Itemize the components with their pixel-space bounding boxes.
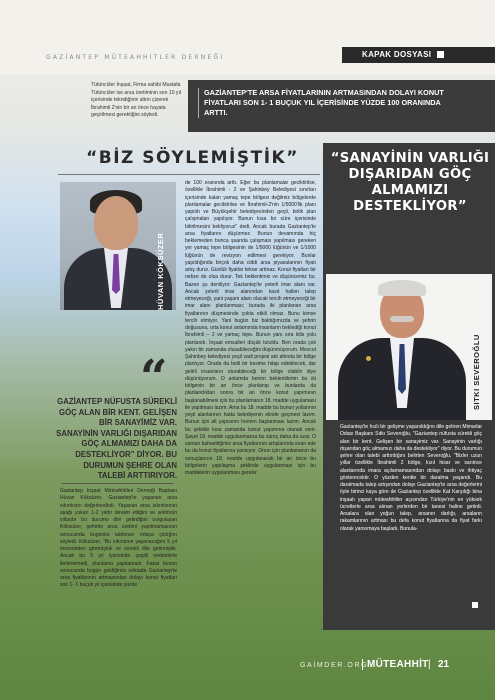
- quote-divider: [62, 483, 174, 484]
- person2-name: SITKI SEVEROĞLU: [472, 334, 481, 410]
- headline-divider: [58, 174, 320, 175]
- association-name: GAZİANTEP MÜTEAHHİTLER DERNEĞİ: [46, 54, 225, 61]
- page-footer: [0, 652, 495, 700]
- section-label: KAPAK DOSYASI: [362, 50, 432, 59]
- banner-text: GAZİANTEP'TE ARSA FİYATLARININ ARTMASINDAN DOLAYI KONUT FİYATLARI SON 1- 1 BUÇUK YIL İÇERİSİNDE YÜZDE 100 ORANINDA ARTTI.: [198, 88, 448, 118]
- page-headline: “BİZ SÖYLEMİŞTİK”: [86, 148, 299, 168]
- article-column-1: Gaziantep İnşaat Müteahhitleri Derneği Başkanı Hüvan Köksüzer, Gaziantep'te yaşanan arsa sıkıntısını değerlendirdi. Yaşanan arsa sıkıntısının aşağı yukarı 1-2 yıldır devam ettiğini ve sektörün yıllardır bu durumu dile getirdiğini vurgulayan Köksüzer, şehirde arsa üretimi yapılmamasının sonucunda bugünkü tablonun ortaya çıktığını söyledi. Köksüzer, "Bu sıkıntının yaşanacağını 5 yıl öncesinden görmüştük ve sürekli dile getirmiştik. Ancak bu 5 yıl içerisinde çeşitli nedenlerle ilerlenemedi, planlama yapılamadı. Fakat bunun sonucunda bugün geldiğimiz noktada Gaziantep'te arsa fiyatlarının artmasından dolayı konut fiyatları son 1- 1 buçuk yıl içerisinde yüzde: [60, 488, 177, 589]
- pull-quote: GAZİANTEP NÜFUSTA SÜREKLİ GÖÇ ALAN BİR KENT. GELİŞEN BİR SANAYİMİZ VAR. SANAYİNİN VARLIĞI DIŞARIDAN GÖÇ ALMAMIZI DAHA DA DESTEKLİYOR” DİYOR. BU DURUMUN ŞEHRE OLAN TALEBİ ARTTIRIYOR.: [56, 397, 177, 481]
- page-header: [0, 0, 495, 75]
- person-name-caption: [156, 200, 168, 310]
- article-column-2: de 100 oranında arttı. Eğer bu planlamalar geciktirilse, özellikle İbrahimli - 2 ve Şahinbey Belediyesi sınırları içerisinde kalan yamaç tepe bölgesi değilmiz bölgelerde planlamalar geciktirilse ve İbrahimli-2'nin 1/5000'lik planı yapıldı ve Büyükşehir belediyesinden geçti, birlik plan çalışmaları yapılıyor. Bunun kısa bir süre içerisinde bitirilmesini bekliyoruz" dedi. Ancak burada Gaziantep'te arsa fiyatlarını düşürmez. Bunun devamında hiç beklemeden bunca şuanda çalışması yapılması gereken yer yamaç tepe bölgesinin de 1/5000 lüğünün ve 1/1000 lüğünün de revizyon edilmesi gerekiyor. Bunlar yapıldığında birçok daha ciddi arsa piyasalarının fiyatı artış durur. Günlük fiyatlar tekrar artmaz. Konut fiyatları bir nebze de olsa durur. Tek beklentimiz ve düşüncemiz bu. Bazen şu deniliyor: Gaziantep'te yeterli imar alanı var. Ancak yeterli imar alanından kasıt hallen talep etmeyeceği, yani yaşam alanı olacak tercih etmeyeceği bir imar alanı planlanması; burada iki planlanan arsa fiyatlarının düşmesinde çokta etkili olmaz. Bunu kimse tercih etmiyor. Yani bugün biz baktığımızda ve şehrin doğusuna, orta konut anlamında insanların beklediği konut İbrahimli – 2 ve yamaç tepe. Bunun yanı sıra kilis yolu planlandı. İnşaat emsalleri düşük tutuldu. Ben orada çok yakın bir zamanda olusabileceğini düşünmüyorum. Mevcut Şahinbey belediyesi yeşil vadi projesi adı altında bir bölge planlıyor. Orada da belli bir kesime hitap edebilecek, dar gelirli insanların oturabileceği bir bölge olabilir diye düşünüyorum. O anlamda benim beklentilerim bu iki bölgenin bir an önce planlanıp ve bunlarda da planlandıktan sonra bir an önce konut yapımının başlanabilmesi için bu planlamanın 18. madde uygulaması ile yapılması lazım. Ama bu 18. madde bu bunun yollarının yeşil alanlarının hatta belediyenin elinde geçmesi lazım. Bunun için alt yapısının hemen başlanması lazım. Ancak bu şekilde kısa zamanda konut yapımına olanak verir. Şayet 18. madde uygulanmazsa bu süreç daha da uzar. O zaman bahsettiğimiz arsa fiyatlarının artışlarında evan ede bu da konut fiyatlarına yansıyor. Onun için planlamanın da sonuçlanırın 18. madde uygulanarak bir an önce bu bölgelerin yapılaşma şeklinde uygulanması için bu maddelerin uygulanması gerekir: [185, 180, 317, 476]
- sidebar-quote-title: “SANAYİNİN VARLIĞI DIŞARIDAN GÖÇ ALMAMIZI DESTEKLİYOR”: [330, 151, 490, 214]
- end-mark-icon: [472, 602, 478, 608]
- footer-url: GAİMDER.ORG: [300, 662, 369, 669]
- person1-name: HÜVAN KÖKSÜZER: [156, 232, 165, 310]
- portrait-photo-severoglu: [326, 274, 492, 420]
- square-icon: [437, 51, 444, 58]
- person-name-caption-2: [472, 300, 484, 410]
- footer-separator: |: [428, 659, 431, 670]
- quote-mark-icon: “: [140, 350, 168, 406]
- footer-brand: MÜTEAHHİT: [362, 659, 429, 670]
- page-number: 21: [438, 659, 450, 670]
- intro-text: Tütüncüler İnşaat, Firma sahibi Mustafa Tütüncüler ise arsa üretiminin son 10 yıl içerisinde tekndiğinin altını çizerek İbrahimli 2'nin bir an önce hayata geçirilmesi gerektiğini söyledi.: [91, 82, 182, 119]
- section-tag: [342, 47, 495, 63]
- highlight-banner: [188, 80, 495, 132]
- sidebar-article-text: Gaziantep'te hızlı bir gelişme yaşanıldığını dile getiren Mimarlar Odası Başkanı Sıtkı Severoğlu, "Gaziantep nüfusta sürekli göç alan bir kent. Gelişen bir sanayimiz var. Sanayinin varlığı dışarıdan göç almamızı daha da destekliyor" diyor. Bu durumun şehre olan talebi arttırdığını belirten Severoğlu, "Bizler uzun yıllar özellikle İbrahimli 2 bölge, kızıl hisar ve sarıince alanlarında imara açılamamasından dolayı baskı ve ihtiyaç gösterecektir. O yüzden kentte bir daralma yaşandı. Bu daralmada talep artışından dolayı Gaziantep'te arsa değerlerini öyle birinci kaya göre de Gaziantep özellikle Kat Karşılığı bina inşaatı yapan müteahhitler açısından Türkiye'nin en yüksek ücretlerle arsa alınan yerlerden bir tanesi haline getirdi. Arsalara olan yoğun talep, arsanın darlığı, arsaların rakamlarının artması bu defa konut fiyatlarına da fiyat farkı olarak yansımaya başladı. Bunula-: [340, 424, 482, 532]
